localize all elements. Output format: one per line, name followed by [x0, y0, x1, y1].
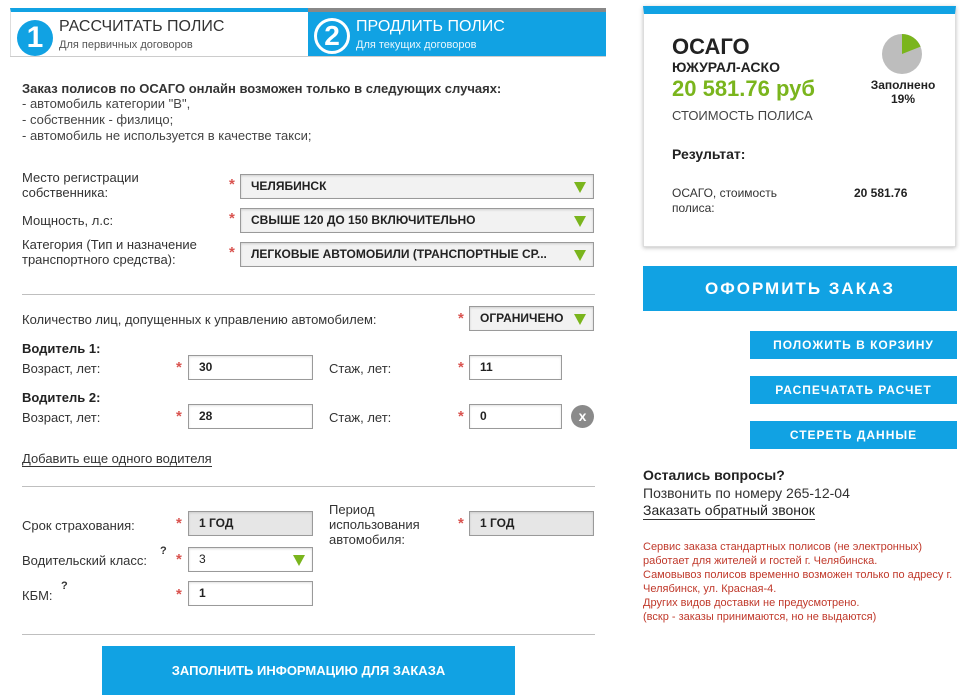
divider [22, 486, 595, 487]
service-notice: Сервис заказа стандартных полисов (не электронных) работает для жителей и гостей г. Челябинска. Самовывоз полисов временно возможен только по адресу г. Челябинск, ул. Красная-4. Других видов доставки не предусмотрено. (вскр - заказы принимаются, но не выдаются) [643, 541, 953, 623]
summary-card [643, 6, 956, 247]
required-mark: * [458, 408, 464, 425]
tab-underline [10, 56, 606, 57]
category-select[interactable] [240, 242, 594, 267]
remove-driver-icon[interactable]: x [571, 405, 594, 428]
summary-price-caption: СТОИМОСТЬ ПОЛИСА [672, 108, 813, 123]
term-input[interactable]: 1 ГОД [188, 511, 313, 536]
divider [22, 634, 595, 635]
region-value: ЧЕЛЯБИНСК [251, 179, 327, 193]
required-mark: * [176, 586, 182, 603]
required-mark: * [458, 515, 464, 532]
help-icon[interactable]: ? [160, 545, 167, 557]
driver-class-label: Водительский класс: [22, 553, 148, 568]
drivers-count-label: Количество лиц, допущенных к управлению автомобилем: [22, 312, 377, 327]
add-to-cart-button[interactable]: ПОЛОЖИТЬ В КОРЗИНУ [750, 331, 957, 359]
divider [22, 294, 595, 295]
driver1-title: Водитель 1: [22, 341, 101, 356]
summary-product: ОСАГО [672, 34, 750, 59]
info-line: - собственник - физлицо; [22, 112, 174, 127]
term-label: Срок страхования: [22, 518, 135, 533]
progress-pie-icon [882, 34, 922, 74]
required-mark: * [458, 310, 464, 327]
category-value: ЛЕГКОВЫЕ АВТОМОБИЛИ (ТРАНСПОРТНЫЕ СР... [251, 247, 547, 261]
chevron-down-icon [574, 250, 586, 261]
tab-subtitle: Для текущих договоров [356, 39, 477, 51]
contact-question: Остались вопросы? [643, 467, 785, 483]
category-label: Категория (Тип и назначение транспортного средства): [22, 237, 197, 267]
add-driver-link[interactable]: Добавить еще одного водителя [22, 451, 212, 466]
region-label: Место регистрации собственника: [22, 170, 139, 200]
info-line: - автомобиль категории "В", [22, 96, 191, 111]
chevron-down-icon [574, 182, 586, 193]
filled-label: Заполнено [870, 78, 936, 92]
info-line: - автомобиль не используется в качестве такси; [22, 128, 312, 143]
tab-subtitle: Для первичных договоров [59, 39, 193, 51]
place-order-button[interactable]: ОФОРМИТЬ ЗАКАЗ [643, 266, 957, 311]
summary-price: 20 581.76 руб [672, 76, 815, 101]
required-mark: * [176, 515, 182, 532]
tab-title: ПРОДЛИТЬ ПОЛИС [356, 18, 505, 35]
power-value: СВЫШЕ 120 ДО 150 ВКЛЮЧИТЕЛЬНО [251, 213, 476, 227]
required-mark: * [229, 244, 235, 261]
filled-percent: 19% [890, 92, 916, 106]
summary-insurer: ЮЖУРАЛ-АСКО [672, 59, 780, 75]
driver1-exp-input[interactable]: 11 [469, 355, 562, 380]
result-row-value: 20 581.76 [854, 186, 908, 200]
driver1-age-input[interactable]: 30 [188, 355, 313, 380]
required-mark: * [229, 210, 235, 227]
power-label: Мощность, л.с: [22, 213, 114, 228]
driver2-age-input[interactable]: 28 [188, 404, 313, 429]
info-heading: Заказ полисов по ОСАГО онлайн возможен только в следующих случаях: [22, 81, 502, 96]
period-input[interactable]: 1 ГОД [469, 511, 594, 536]
result-row-label: ОСАГО, стоимость полиса: [672, 186, 777, 215]
print-calculation-button[interactable]: РАСПЕЧАТАТЬ РАСЧЕТ [750, 376, 957, 404]
help-icon[interactable]: ? [61, 580, 68, 592]
tab-title: РАССЧИТАТЬ ПОЛИС [59, 18, 225, 35]
fill-order-info-button[interactable]: ЗАПОЛНИТЬ ИНФОРМАЦИЮ ДЛЯ ЗАКАЗА [102, 646, 515, 695]
chevron-down-icon [574, 314, 586, 325]
driver2-title: Водитель 2: [22, 390, 101, 405]
driver2-exp-input[interactable]: 0 [469, 404, 562, 429]
required-mark: * [176, 408, 182, 425]
period-label: Период использования автомобиля: [329, 502, 420, 547]
driver-class-select[interactable] [188, 547, 313, 572]
chevron-down-icon [574, 216, 586, 227]
result-title: Результат: [672, 146, 746, 162]
power-select[interactable] [240, 208, 594, 233]
chevron-down-icon [293, 555, 305, 566]
contact-phone: Позвонить по номеру 265-12-04 [643, 485, 850, 501]
driver-class-value: 3 [199, 552, 206, 566]
tab-number-icon: 1 [17, 20, 53, 56]
kbm-input[interactable]: 1 [188, 581, 313, 606]
driver1-exp-label: Стаж, лет: [329, 361, 392, 376]
callback-link[interactable]: Заказать обратный звонок [643, 502, 815, 518]
required-mark: * [176, 551, 182, 568]
driver2-age-label: Возраст, лет: [22, 410, 101, 425]
required-mark: * [458, 359, 464, 376]
tab-calculate[interactable] [10, 8, 308, 56]
driver2-exp-label: Стаж, лет: [329, 410, 392, 425]
tab-number-icon: 2 [314, 18, 350, 54]
required-mark: * [176, 359, 182, 376]
kbm-label: КБМ: [22, 588, 53, 603]
required-mark: * [229, 176, 235, 193]
driver1-age-label: Возраст, лет: [22, 361, 101, 376]
drivers-count-select[interactable] [469, 306, 594, 331]
clear-data-button[interactable]: СТЕРЕТЬ ДАННЫЕ [750, 421, 957, 449]
drivers-count-value: ОГРАНИЧЕНО [480, 311, 564, 325]
tab-renew[interactable] [308, 8, 606, 56]
region-select[interactable] [240, 174, 594, 199]
